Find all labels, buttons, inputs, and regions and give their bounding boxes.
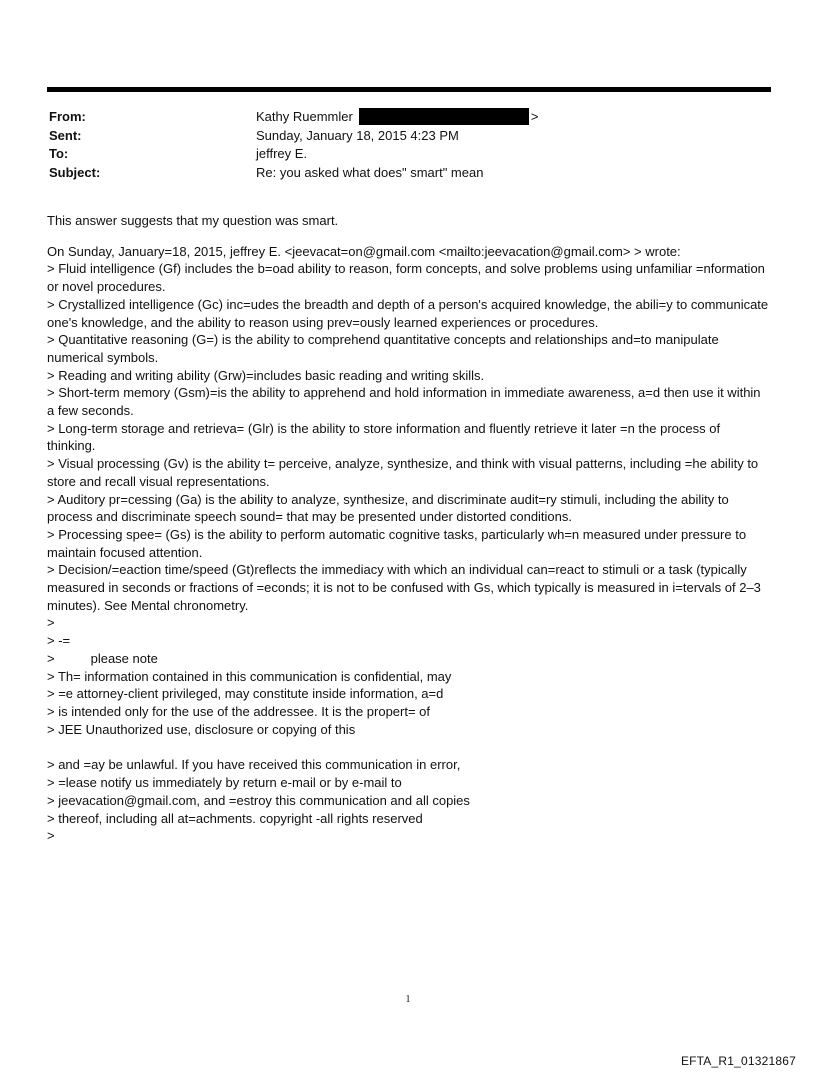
to-row: [49, 145, 769, 164]
quoted-line: > Reading and writing ability (Grw)=includes basic reading and writing skills.: [47, 367, 485, 383]
subject-label: Subject:: [49, 164, 101, 180]
quoted-line: > Visual processing (Gv) is the ability t= perceive, analyze, synthesize, and think with visual patterns, including =he ability to store and recall visual representations.: [47, 456, 759, 489]
subject-row: [49, 164, 769, 183]
to-value: jeffrey E.: [256, 146, 308, 161]
confidential-line: > =lease notify us immediately by return e-mail or by e-mail to: [47, 775, 402, 791]
sent-row: [49, 127, 769, 146]
header-divider: [47, 87, 771, 92]
confidential-line: > Th= information contained in this communication is confidential, may: [47, 668, 452, 684]
confidential-line: > jeevacation@gmail.com, and =estroy this communication and all copies: [47, 792, 470, 808]
document-id: EFTA_R1_01321867: [680, 1054, 796, 1068]
reply-text: This answer suggests that my question was smart.: [47, 213, 339, 228]
from-suffix: >: [530, 109, 539, 124]
quoted-line: >: [47, 615, 55, 631]
quoted-line: > Quantitative reasoning (G=) is the ability to comprehend quantitative concepts and relationships and=to manipulate numerical symbols.: [47, 332, 719, 365]
quoted-line: > -=: [47, 633, 71, 649]
quoted-line: > Decision/=eaction time/speed (Gt)reflects the immediacy with which an individual can=react to stimuli or a task (typically measured in seconds or fractions of =econds; it is not to be confused with Gs, which typically is measured in i=tervals of 2–3 minutes). See Mental chronometry.: [47, 562, 761, 613]
from-row: [49, 108, 769, 127]
quoted-line: > Short-term memory (Gsm)=is the ability to apprehend and hold information in immediate awareness, a=d then use it within a few seconds.: [47, 385, 761, 419]
attribution-line: On Sunday, January=18, 2015, jeffrey E. <jeevacat=on@gmail.com <mailto:jeevacation@gmail.com> > wrote:: [47, 243, 681, 259]
subject-value: Re: you asked what does" smart" mean: [256, 164, 484, 180]
page-number: 1: [405, 994, 411, 1005]
note-text: please note: [90, 650, 158, 666]
from-label: From:: [49, 109, 86, 124]
quoted-line: > Long-term storage and retrieva= (Glr) is the ability to store information and fluently retrieve it later =n the process of thinking.: [47, 420, 721, 454]
email-body: [47, 212, 771, 845]
note-prefix: >: [47, 650, 55, 666]
quoted-line: > Fluid intelligence (Gf) includes the b=oad ability to reason, form concepts, and solve problems using unfamiliar =nformation or novel procedures.: [47, 261, 765, 295]
sent-label: Sent:: [49, 127, 82, 143]
confidential-line: >: [47, 828, 55, 844]
confidential-line: > =e attorney-client privileged, may constitute inside information, a=d: [47, 686, 444, 702]
to-label: To:: [49, 146, 69, 161]
email-header: [49, 108, 769, 182]
confidential-line: > JEE Unauthorized use, disclosure or copying of this: [47, 721, 356, 737]
confidential-line: > thereof, including all at=achments. copyright -all rights reserved: [47, 810, 423, 826]
quoted-line: > Crystallized intelligence (Gc) inc=udes the breadth and depth of a person's acquired knowledge, the abili=y to communicate one's knowledge, and the ability to reason using prev=ously learned experiences or procedures.: [47, 296, 769, 330]
sender-name: Kathy Ruemmler: [256, 109, 353, 124]
from-value: [256, 108, 769, 127]
confidential-line: > is intended only for the use of the addressee. It is the propert= of: [47, 703, 431, 719]
sent-value: Sunday, January 18, 2015 4:23 PM: [256, 127, 459, 143]
redaction-block: [359, 108, 529, 125]
confidential-line: > and =ay be unlawful. If you have received this communication in error,: [47, 757, 461, 773]
confidential-tail: [47, 756, 771, 845]
note-line: [47, 650, 771, 668]
quoted-line: > Auditory pr=cessing (Ga) is the ability to analyze, synthesize, and discriminate audit=ry stimuli, including the ability to process and discriminate speech sound= that may be presented under distorted conditions.: [47, 491, 729, 525]
quoted-message: [47, 260, 771, 738]
quoted-line: > Processing spee= (Gs) is the ability to perform automatic cognitive tasks, particularly wh=n measured under pressure to maintain focused attention.: [47, 526, 747, 560]
